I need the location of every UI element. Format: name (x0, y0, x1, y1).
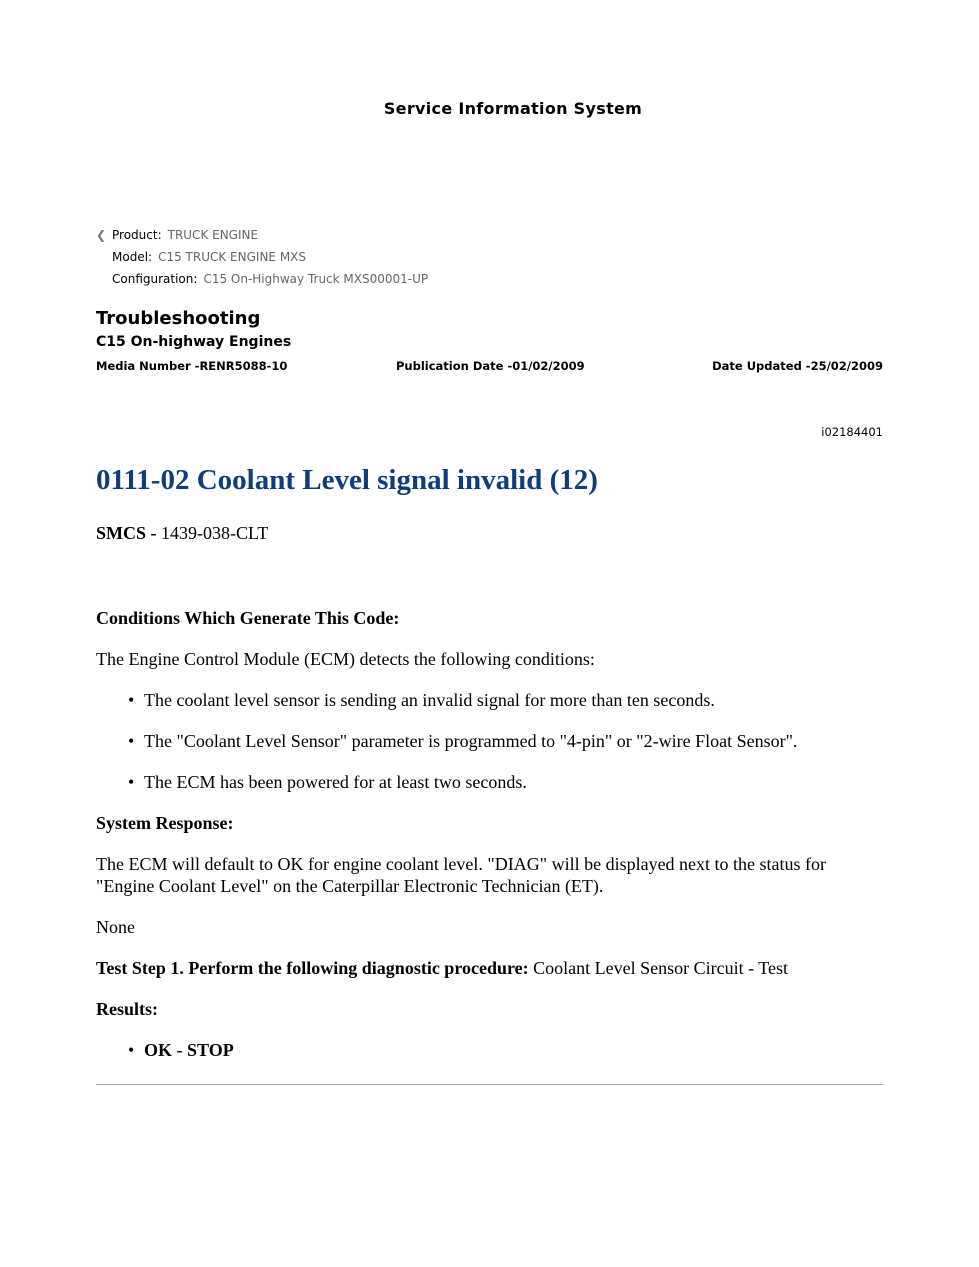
bullet-icon: • (128, 1040, 135, 1060)
condition-text: The "Coolant Level Sensor" parameter is programmed to "4-pin" or "2-wire Float Sensor". (144, 731, 798, 751)
list-item (128, 730, 886, 752)
document-body (96, 522, 886, 1080)
page-title: 0111-02 Coolant Level signal invalid (12) (96, 464, 598, 496)
conditions-list (96, 689, 886, 793)
publication-date: Publication Date -01/02/2009 (396, 359, 585, 373)
product-value: TRUCK ENGINE (167, 228, 259, 242)
condition-text: The coolant level sensor is sending an invalid signal for more than ten seconds. (144, 690, 715, 710)
configuration-row (96, 268, 428, 290)
product-row (96, 224, 428, 246)
bullet-icon: • (128, 731, 135, 751)
product-label: Product: (112, 228, 162, 242)
document-subtitle: C15 On-highway Engines (96, 334, 292, 350)
system-title: Service Information System (383, 99, 643, 118)
document-id: i02184401 (821, 425, 883, 439)
response-text: The ECM will default to OK for engine coolant level. "DIAG" will be displayed next to the status for "Engine Coolant Level" on the Caterpillar Electronic Technician (ET). (96, 854, 827, 896)
configuration-label: Configuration: (112, 272, 198, 286)
back-arrow-icon[interactable]: ❮ (96, 228, 107, 242)
none-text: None (96, 917, 135, 937)
divider (96, 1084, 883, 1085)
response-heading: System Response: (96, 813, 234, 833)
test-step-line (96, 957, 886, 979)
model-value: C15 TRUCK ENGINE MXS (158, 250, 307, 264)
conditions-intro: The Engine Control Module (ECM) detects the following conditions: (96, 649, 595, 669)
results-list (96, 1039, 886, 1061)
product-info (96, 224, 428, 290)
test-step-heading: Test Step 1. Perform the following diagnostic procedure: (96, 958, 529, 978)
bullet-icon: • (128, 772, 135, 792)
test-step-text: Coolant Level Sensor Circuit - Test (533, 958, 789, 978)
model-row (96, 246, 428, 268)
list-item (128, 689, 886, 711)
media-number: Media Number -RENR5088-10 (96, 359, 288, 373)
list-item (128, 771, 886, 793)
configuration-value: C15 On-Highway Truck MXS00001-UP (203, 272, 429, 286)
model-label: Model: (112, 250, 153, 264)
smcs-value: 1439-038-CLT (161, 523, 269, 543)
date-updated: Date Updated -25/02/2009 (712, 359, 883, 373)
result-text: OK - STOP (144, 1040, 234, 1060)
conditions-heading: Conditions Which Generate This Code: (96, 608, 400, 628)
bullet-icon: • (128, 690, 135, 710)
results-heading: Results: (96, 999, 158, 1019)
smcs-line (96, 522, 886, 544)
condition-text: The ECM has been powered for at least two seconds. (144, 772, 527, 792)
document-type: Troubleshooting (96, 308, 261, 329)
smcs-label: SMCS - (96, 523, 157, 543)
list-item (128, 1039, 886, 1061)
